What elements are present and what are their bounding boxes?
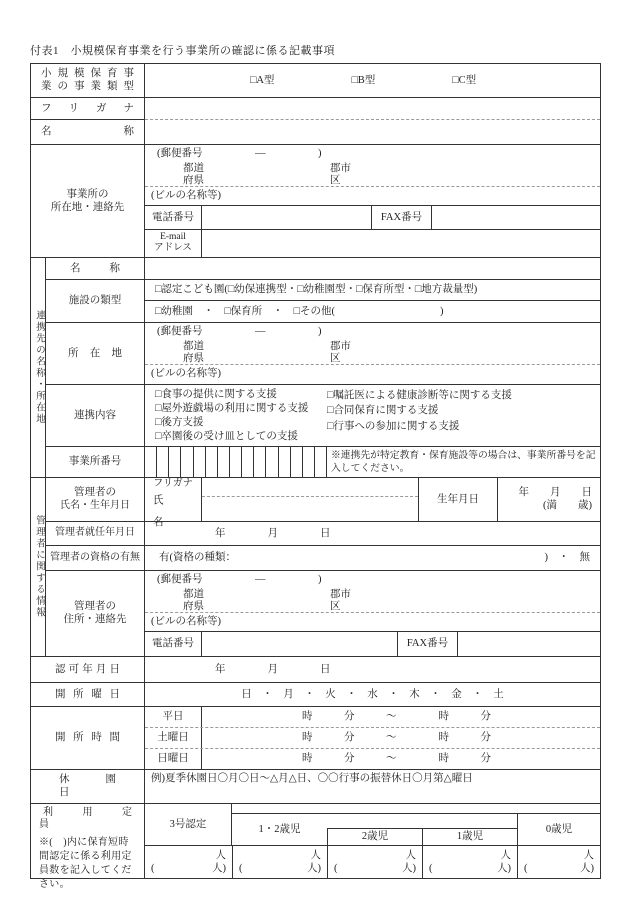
facility-type-row	[46, 280, 600, 323]
business-type-row	[31, 64, 600, 98]
facility-type-options-1[interactable]: □認定こども園(□幼保連携型・□幼稚園型・□保育所型・□地方裁量型)	[145, 280, 600, 301]
manager-tel-label: 電話番号	[145, 632, 202, 656]
col-header-age-1: 1歳児	[422, 828, 517, 845]
city-label: 郡市 区	[330, 588, 351, 612]
partner-section	[31, 258, 600, 478]
manager-appointment-input[interactable]: 年 月 日	[215, 527, 331, 539]
open-hours-label: 開 所 時 間	[31, 707, 145, 769]
checkbox-c-type[interactable]: □C型	[452, 74, 477, 86]
manager-address-row	[46, 571, 600, 656]
partner-address-label: 所 在 地	[46, 323, 145, 384]
manager-postal-block[interactable]	[145, 571, 600, 613]
manager-furigana-shimei-labels: フリガナ 氏 名	[145, 478, 202, 521]
furigana-input[interactable]	[145, 98, 600, 120]
email-label: E-mail アドレス	[145, 230, 202, 257]
weekday-label: 平日	[145, 707, 202, 727]
partner-building-input[interactable]: (ビルの名称等)	[151, 367, 221, 379]
approval-date-row	[31, 657, 600, 683]
checkbox-a-type[interactable]: □A型	[250, 74, 275, 86]
office-address-row	[31, 145, 600, 258]
business-type-options	[145, 64, 600, 97]
office-building-input[interactable]: (ビルの名称等)	[145, 187, 600, 206]
manager-name-row	[46, 477, 600, 529]
name-input[interactable]	[145, 120, 600, 144]
city-label: 郡市 区	[330, 162, 351, 186]
capacity-cell-age-0[interactable]: 人 ( 人)	[517, 845, 600, 878]
manager-qualification-row	[46, 546, 600, 571]
approval-date-input[interactable]: 年 月 日	[215, 663, 331, 675]
name-label: 名 称	[31, 120, 145, 144]
sunday-label: 日曜日	[145, 749, 202, 769]
partner-section-label: 連携先の名称・所在地	[31, 258, 46, 477]
saturday-hours-input[interactable]: 時 分 ～ 時 分	[302, 732, 491, 744]
page-title: 付表1 小規模保育事業を行う事業所の確認に係る記載事項	[30, 45, 335, 57]
name-row	[31, 120, 600, 145]
capacity-table	[145, 804, 600, 878]
col-header-age-2: 2歳児	[327, 828, 422, 845]
manager-name-label: 管理者の 氏名・生年月日	[46, 478, 145, 521]
checkbox-support-events[interactable]: □行事への参加に関する支援	[327, 420, 460, 432]
prefecture-label: 都道 府県	[183, 162, 204, 186]
open-hours-row	[31, 707, 600, 770]
open-days-label: 開 所 曜 日	[31, 683, 145, 706]
closed-days-input[interactable]	[145, 770, 600, 803]
manager-dob-input[interactable]: 年 月 日 (満 歳)	[518, 487, 592, 512]
checkbox-support-playground[interactable]: □屋外遊戯場の利用に関する支援	[155, 403, 309, 415]
postal-label: (郵便番号 ― )	[157, 147, 322, 159]
capacity-cell-age-1-2[interactable]: 人 ( 人)	[232, 845, 327, 878]
checkbox-support-joint-care[interactable]: □合同保育に関する支援	[327, 405, 439, 417]
partner-name-input[interactable]	[145, 258, 600, 279]
capacity-row	[31, 804, 600, 890]
postal-label: (郵便番号 ― )	[157, 573, 322, 585]
office-fax-input[interactable]	[432, 206, 600, 229]
office-tel-label: 電話番号	[145, 206, 202, 229]
capacity-label: 利 用 定 員 ※( )内に保育短時間認定に係る利用定員数を記入してください。	[31, 804, 145, 878]
manager-address-label: 管理者の 住所・連絡先	[46, 571, 145, 656]
office-address-label: 事業所の 所在地・連絡先	[31, 145, 145, 257]
support-row	[46, 385, 600, 447]
checkbox-support-graduation[interactable]: □卒園後の受け皿としての支援	[155, 431, 298, 443]
checkbox-support-backup[interactable]: □後方支援	[155, 417, 204, 429]
checkbox-support-meals[interactable]: □食事の提供に関する支援	[155, 389, 277, 401]
manager-fax-input[interactable]	[458, 632, 600, 656]
capacity-note: ※( )内に保育短時間認定に係る利用定員数を記入してください。	[39, 836, 132, 890]
email-input[interactable]	[202, 230, 600, 257]
checkbox-support-doctor[interactable]: □嘱託医による健康診断等に関する支援	[327, 389, 512, 401]
partner-address-row	[46, 323, 600, 385]
closed-days-label: 休 園 日	[31, 770, 145, 803]
business-type-label: 小 規 模 保 育 事 業 の 事 業 類 型	[31, 64, 145, 97]
facility-type-label: 施設の類型	[46, 280, 145, 322]
city-label: 郡市 区	[330, 340, 351, 364]
saturday-label: 土曜日	[145, 728, 202, 748]
manager-section	[31, 478, 600, 657]
partner-postal-block[interactable]	[145, 323, 600, 365]
open-days-value[interactable]: 日 ・ 月 ・ 火 ・ 水 ・ 木 ・ 金 ・ 土	[241, 688, 504, 700]
weekday-hours-input[interactable]: 時 分 ～ 時 分	[302, 711, 491, 723]
manager-tel-input[interactable]	[202, 632, 398, 656]
manager-fax-label: FAX番号	[398, 632, 458, 656]
partner-name-label: 名 称	[46, 258, 145, 279]
office-postal-block[interactable]	[145, 145, 600, 187]
support-label: 連携内容	[46, 385, 145, 446]
facility-type-options-2[interactable]: □幼稚園 ・ □保育所 ・ □その他( )	[155, 305, 444, 317]
office-fax-label: FAX番号	[372, 206, 432, 229]
furigana-label: フ リ ガ ナ	[31, 98, 145, 120]
manager-building-input[interactable]: (ビルの名称等)	[145, 613, 600, 632]
office-number-note: ※連携先が特定教育・保育施設等の場合は、事業所番号を記入してください。	[331, 449, 596, 474]
manager-qualification-input[interactable]: 有(資格の種類： ) ・ 無	[159, 552, 590, 564]
office-tel-input[interactable]	[202, 206, 372, 229]
manager-name-input[interactable]	[202, 497, 418, 521]
manager-appointment-row	[46, 522, 600, 546]
manager-section-label: 管理者に関する情報	[31, 478, 46, 656]
prefecture-label: 都道 府県	[183, 340, 204, 364]
capacity-cell-age-1[interactable]: 人 ( 人)	[422, 845, 517, 878]
office-number-label: 事業所番号	[46, 447, 145, 477]
manager-appointment-label: 管理者就任年月日	[46, 522, 145, 545]
capacity-cell-nintei[interactable]: 人 ( 人)	[145, 845, 232, 878]
approval-date-label: 認 可 年 月 日	[31, 657, 145, 682]
furigana-row	[31, 98, 600, 120]
manager-dob-label: 生年月日	[419, 478, 498, 521]
closed-days-row	[31, 770, 600, 804]
col-header-nintei: 3号認定	[145, 804, 232, 845]
registration-form	[30, 63, 601, 890]
col-header-age-0: 0歳児	[517, 813, 600, 845]
sunday-hours-input[interactable]: 時 分 ～ 時 分	[302, 753, 491, 765]
checkbox-b-type[interactable]: □B型	[351, 74, 376, 86]
closed-days-example: 例)夏季休園日〇月〇日～△月△日、〇〇行事の振替休日〇月第△曜日	[151, 772, 473, 784]
capacity-cell-age-2[interactable]: 人 ( 人)	[327, 845, 422, 878]
col-header-age-1-2: 1・2歳児	[232, 813, 327, 845]
postal-label: (郵便番号 ― )	[157, 325, 322, 337]
manager-furigana-input[interactable]	[202, 478, 418, 497]
manager-qualification-label: 管理者の資格の有無	[46, 546, 145, 570]
prefecture-label: 都道 府県	[183, 588, 204, 612]
office-number-boxes[interactable]	[145, 447, 327, 477]
office-number-row	[46, 447, 600, 477]
open-days-row	[31, 683, 600, 707]
